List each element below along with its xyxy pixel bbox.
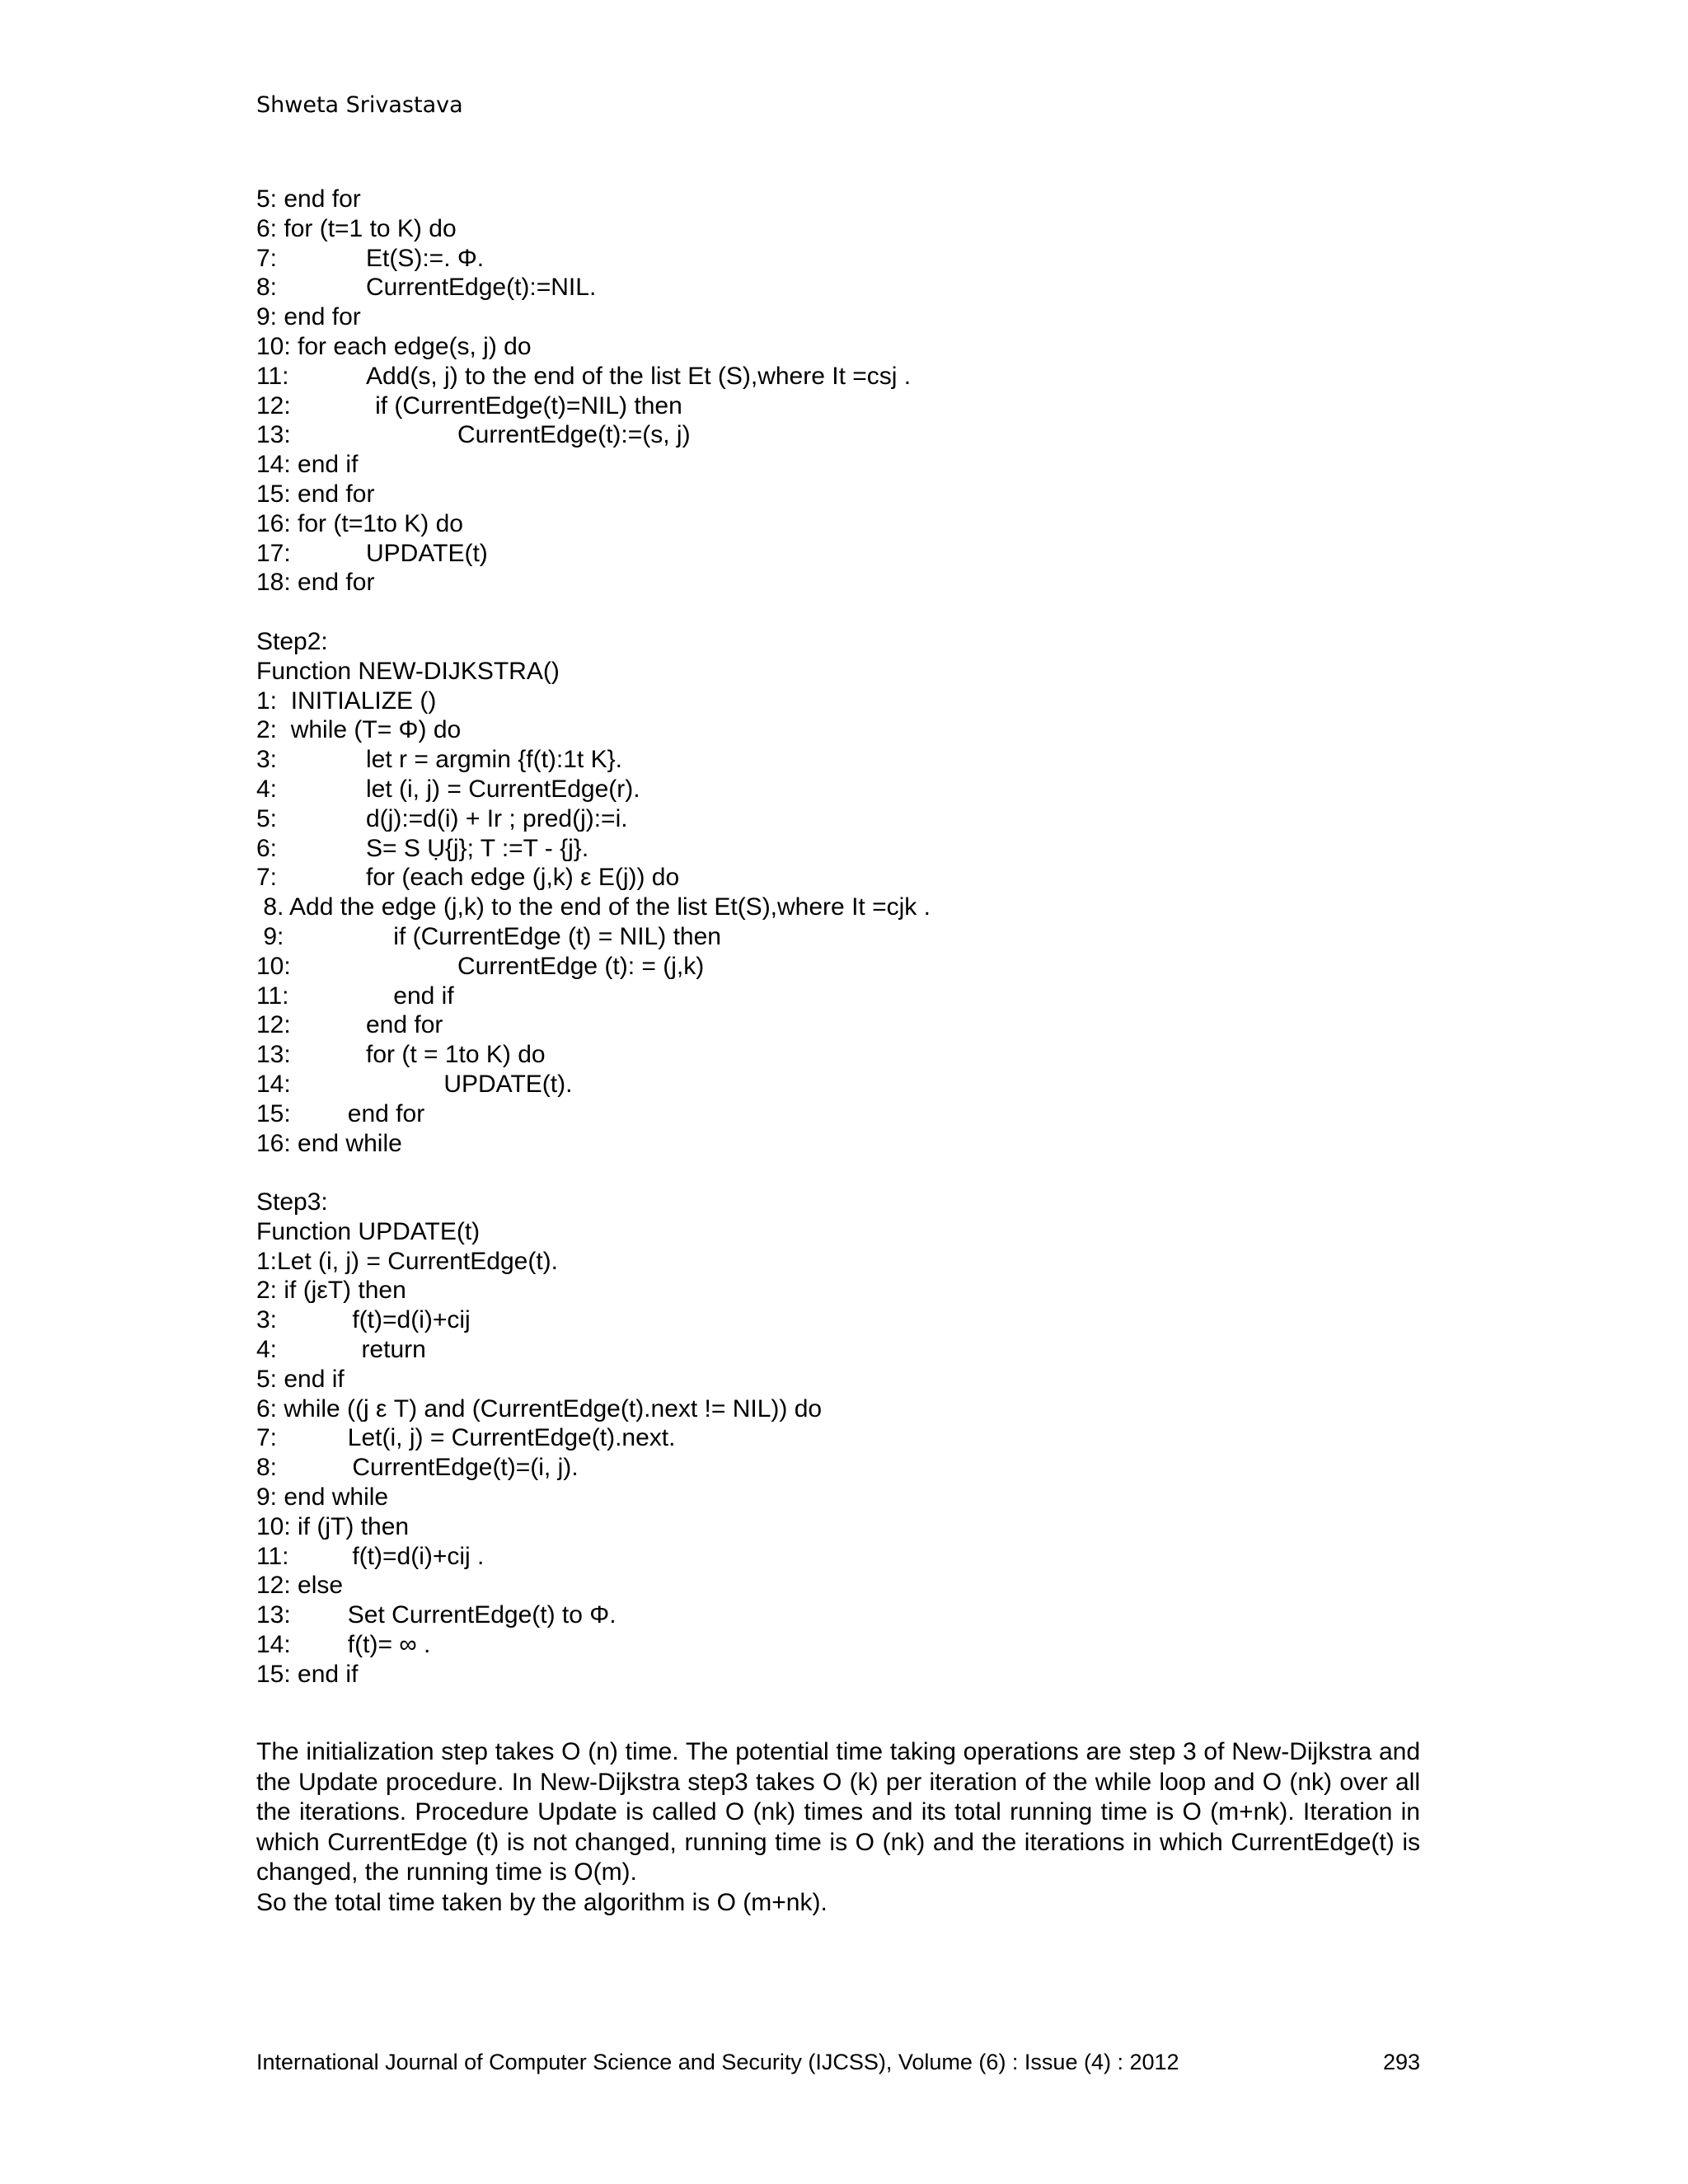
step1-line [256, 244, 1427, 274]
line-code: f(t)= ∞ . [347, 1631, 431, 1659]
line-number: 10: [256, 952, 291, 980]
step3-line [256, 1512, 1427, 1542]
step3-line [256, 1276, 1427, 1305]
step3-line [256, 1453, 1427, 1483]
line-number: 10: for each edge(s, j) do [256, 332, 532, 360]
line-code: end for [366, 1011, 443, 1039]
line-code: Set CurrentEdge(t) to Φ. [347, 1601, 617, 1629]
step2-line [256, 952, 1427, 982]
line-code: Add(s, j) to the end of the list Et (S),where It =csj . [366, 362, 912, 390]
line-number: 12: else [256, 1572, 344, 1600]
line-code: return [361, 1336, 426, 1364]
step2-function-name: Function NEW-DIJKSTRA() [256, 657, 560, 685]
algorithm-listing [256, 185, 1427, 1690]
line-code: UPDATE(t). [443, 1070, 573, 1098]
line-number: 5: [256, 804, 278, 832]
step2-line [256, 715, 1427, 745]
line-number: 3: [256, 746, 278, 774]
line-number: 14: [256, 1631, 291, 1659]
line-code: end for [347, 1099, 425, 1127]
step3-line [256, 1247, 1427, 1277]
line-number: 15: end if [256, 1660, 359, 1688]
step1-line [256, 539, 1427, 569]
step1-line [256, 332, 1427, 362]
line-number: 14: end if [256, 451, 359, 479]
line-number: 9: end while [256, 1483, 389, 1511]
step3-line [256, 1305, 1427, 1335]
step2-line [256, 1010, 1427, 1040]
line-number: 16: end while [256, 1129, 402, 1157]
line-code: if (CurrentEdge (t) = NIL) then [393, 922, 721, 950]
line-number: 3: [256, 1306, 278, 1334]
line-number: 7: [256, 1424, 278, 1452]
line-code: UPDATE(t) [366, 539, 488, 567]
line-number: 2: while (T= Φ) do [256, 716, 462, 744]
line-code: S= S Ụ{j}; T :=T - {j}. [366, 834, 589, 862]
step1-line [256, 568, 1427, 598]
line-number: 15: end for [256, 480, 375, 508]
blank-line [256, 598, 1427, 627]
line-number: 1:Let (i, j) = CurrentEdge(t). [256, 1247, 558, 1275]
step2-line [256, 745, 1427, 775]
line-number: 1: INITIALIZE () [256, 687, 437, 715]
line-code: CurrentEdge(t)=(i, j). [352, 1454, 579, 1482]
line-number: 11: [256, 362, 289, 390]
step1-line [256, 480, 1427, 509]
step1-line [256, 391, 1427, 421]
line-number: 17: [256, 539, 291, 567]
page-header-author: Shweta Srivastava [256, 92, 463, 118]
line-number: 11: [256, 982, 289, 1010]
step1-line [256, 362, 1427, 391]
line-number: 4: [256, 1336, 278, 1364]
line-number: 8: [256, 274, 278, 302]
line-number: 6: while ((j ε T) and (CurrentEdge(t).next != NIL)) do [256, 1394, 823, 1422]
line-number: 13: [256, 421, 291, 449]
line-number: 4: [256, 775, 278, 803]
step2-line [256, 804, 1427, 834]
footer-journal-citation: International Journal of Computer Science and Security (IJCSS), Volume (6) : Issue (4) : 2012 [256, 2050, 1179, 2074]
line-number: 2: if (jεT) then [256, 1277, 406, 1305]
line-number: 8: [256, 1454, 278, 1482]
step2-line [256, 1129, 1427, 1159]
step3-line [256, 1335, 1427, 1365]
footer-page-number: 293 [1382, 2050, 1420, 2074]
step3-line [256, 1601, 1427, 1630]
step1-line [256, 509, 1427, 539]
line-code: end if [393, 982, 454, 1010]
line-number: 12: [256, 1011, 291, 1039]
step2-line [256, 863, 1427, 893]
line-code: CurrentEdge (t): = (j,k) [457, 952, 705, 980]
step2-line [256, 922, 1427, 952]
line-code: let (i, j) = CurrentEdge(r). [366, 775, 640, 803]
line-number: 13: [256, 1041, 291, 1069]
analysis-paragraph: The initialization step takes O (n) time. The potential time taking operations are step 3 of New-Dijkstra and the Update procedure. In New-Dijkstra step3 takes O (k) per iteration of the while loop and O (nk) over all the iterations. Procedure Update is called O (nk) times and its total running time is O (m+nk). Iteration in which CurrentEdge (t) is not changed, running time is O (nk) and the iterations in which CurrentEdge(t) is changed, the running time is O(m). [256, 1738, 1420, 1886]
step1-line [256, 214, 1427, 244]
line-number: 6: for (t=1 to K) do [256, 214, 457, 242]
line-number: 10: if (jT) then [256, 1512, 410, 1540]
line-number: 18: end for [256, 569, 375, 597]
step2-line [256, 775, 1427, 804]
step1-line [256, 420, 1427, 450]
line-code: f(t)=d(i)+cij . [352, 1542, 485, 1570]
line-number: 7: [256, 864, 278, 892]
step2-line [256, 1070, 1427, 1099]
step3-line [256, 1630, 1427, 1660]
step3-line [256, 1365, 1427, 1394]
line-number: 12: [256, 391, 291, 419]
line-number: 9: [256, 922, 284, 950]
line-code: for (each edge (j,k) ε E(j)) do [366, 864, 680, 892]
line-number: 5: end for [256, 185, 361, 213]
step3-function-name: Function UPDATE(t) [256, 1217, 481, 1245]
line-code: CurrentEdge(t):=NIL. [366, 274, 597, 302]
step2-line [256, 1099, 1427, 1129]
line-code: f(t)=d(i)+cij [352, 1306, 471, 1334]
step3-line [256, 1394, 1427, 1424]
analysis-conclusion: So the total time taken by the algorithm is O (m+nk). [256, 1888, 828, 1916]
step3-line [256, 1571, 1427, 1601]
line-number: 7: [256, 244, 278, 272]
step1-line [256, 185, 1427, 214]
step3-line [256, 1542, 1427, 1572]
step2-heading: Step2: [256, 627, 328, 655]
line-code: for (t = 1to K) do [366, 1041, 546, 1069]
step3-heading: Step3: [256, 1188, 328, 1216]
line-number: 13: [256, 1601, 291, 1629]
step1-line [256, 273, 1427, 302]
line-number: 5: end if [256, 1365, 345, 1393]
step2-line [256, 834, 1427, 864]
step1-line [256, 302, 1427, 332]
line-number: 8. Add the edge (j,k) to the end of the list Et(S),where It =cjk . [256, 893, 931, 921]
complexity-analysis [256, 1737, 1420, 1918]
line-code: let r = argmin {f(t):1t K}. [366, 746, 622, 774]
step3-line [256, 1423, 1427, 1453]
blank-line [256, 1158, 1427, 1188]
step2-line [256, 687, 1427, 716]
step2-line [256, 1040, 1427, 1070]
line-code: CurrentEdge(t):=(s, j) [457, 421, 691, 449]
line-number: 15: [256, 1099, 291, 1127]
line-number: 14: [256, 1070, 291, 1098]
line-code: Et(S):=. Φ. [366, 244, 485, 272]
step2-line [256, 982, 1427, 1011]
line-code: d(j):=d(i) + Ir ; pred(j):=i. [366, 804, 628, 832]
line-number: 6: [256, 834, 278, 862]
step1-line [256, 450, 1427, 480]
line-number: 16: for (t=1to K) do [256, 509, 463, 537]
step2-line [256, 893, 1427, 922]
line-number: 9: end for [256, 303, 361, 331]
step3-line [256, 1483, 1427, 1512]
line-code: Let(i, j) = CurrentEdge(t).next. [347, 1424, 676, 1452]
step3-line [256, 1660, 1427, 1690]
line-number: 11: [256, 1542, 289, 1570]
line-code: if (CurrentEdge(t)=NIL) then [375, 391, 682, 419]
